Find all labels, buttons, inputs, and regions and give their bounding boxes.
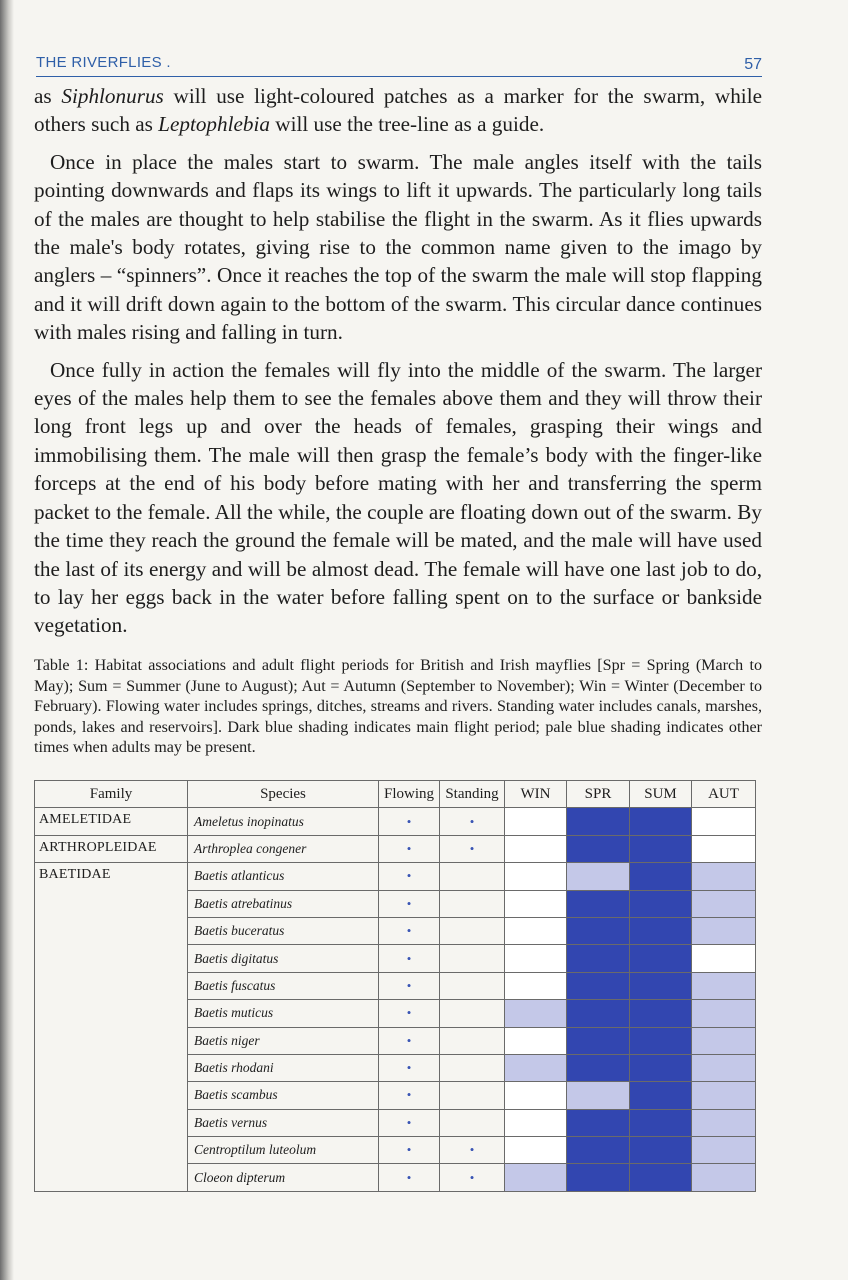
habitat-dot-icon: •: [406, 1142, 412, 1158]
spr-shade-cell: [567, 1109, 630, 1136]
flowing-cell: [379, 1137, 440, 1164]
flowing-cell: [379, 917, 440, 944]
col-win: WIN: [505, 781, 567, 808]
table-caption-text: Table 1: Habitat associations and adult flight periods for British and Irish mayflies [Spr = Spring (March to May); Sum = Summer (June to August); Aut = Autumn (September to November); Win = Winter (December to February). Flowing water includes springs, ditches, streams and rivers. Standing water includes canals, marshes, ponds, lakes and reservoirs]. Dark blue shading indicates main flight period; pale blue shading indicates other times when adults may be present.: [34, 657, 762, 757]
paragraph-2: Once in place the males start to swarm. The male angles itself with the tails pointing downwards and flaps its wings to lift it upwards. The particularly long tails of the males are thought to help stabilise the flight in the swarm. As it flies upwards the male's body rotates, giving rise to the common name given to the imago by anglers – “spinners”. Once it reaches the top of the swarm the male will stop flapping and it will drift down again to the bottom of the swarm. This circular dance continues with males rising and falling in turn.: [34, 149, 762, 345]
species-cell: Centroptilum luteolum: [188, 1137, 379, 1164]
family-cell: BAETIDAE: [35, 863, 188, 1192]
page-gutter-shadow: [0, 0, 14, 1280]
aut-shade-cell: [692, 808, 756, 835]
running-header: [36, 52, 762, 77]
sum-shade-cell: [630, 1027, 692, 1054]
genus-siphlonurus: Siphlonurus: [61, 84, 164, 108]
standing-cell: [440, 1027, 505, 1054]
sum-shade-cell: [630, 863, 692, 890]
sum-shade-cell: [630, 1000, 692, 1027]
spr-shade-cell: [567, 972, 630, 999]
species-cell: Baetis buceratus: [188, 917, 379, 944]
standing-cell: [440, 835, 505, 862]
spr-shade-cell: [567, 1137, 630, 1164]
species-cell: Baetis muticus: [188, 1000, 379, 1027]
table-body: [35, 808, 756, 1191]
species-cell: Baetis fuscatus: [188, 972, 379, 999]
win-shade-cell: [505, 835, 567, 862]
aut-shade-cell: [692, 1000, 756, 1027]
spr-shade-cell: [567, 1164, 630, 1191]
win-shade-cell: [505, 972, 567, 999]
win-shade-cell: [505, 1082, 567, 1109]
win-shade-cell: [505, 890, 567, 917]
win-shade-cell: [505, 945, 567, 972]
flowing-cell: [379, 835, 440, 862]
species-cell: Baetis vernus: [188, 1109, 379, 1136]
flowing-cell: [379, 1027, 440, 1054]
win-shade-cell: [505, 1000, 567, 1027]
habitat-dot-icon: •: [406, 1032, 412, 1048]
family-cell: AMELETIDAE: [35, 808, 188, 835]
spr-shade-cell: [567, 1054, 630, 1081]
habitat-dot-icon: •: [406, 950, 412, 966]
col-family: Family: [35, 781, 188, 808]
aut-shade-cell: [692, 1027, 756, 1054]
standing-cell: [440, 808, 505, 835]
sum-shade-cell: [630, 835, 692, 862]
paragraph-3: Once fully in action the females will fly into the middle of the swarm. The larger eyes of the males help them to see the females above them and they will throw their long front legs up and over the heads of females, grasping their wings and immobilising them. The male will then grasp the female’s body with the finger-like forceps at the end of his body before mating with her and transferring the sperm packet to the female. All the while, the couple are floating down out of the swarm. By the time they reach the ground the female will be mated, and the male will have used the last of its energy and will be almost dead. The female will have one last job to do, to lay her eggs back in the water before falling spent on to the surface or bankside vegetation.: [34, 357, 762, 638]
aut-shade-cell: [692, 917, 756, 944]
habitat-dot-icon: •: [406, 895, 412, 911]
sum-shade-cell: [630, 808, 692, 835]
sum-shade-cell: [630, 972, 692, 999]
spr-shade-cell: [567, 863, 630, 890]
sum-shade-cell: [630, 1164, 692, 1191]
running-title: THE RIVERFLIES .: [36, 54, 171, 71]
flowing-cell: [379, 1082, 440, 1109]
standing-cell: [440, 1137, 505, 1164]
standing-cell: [440, 1054, 505, 1081]
aut-shade-cell: [692, 945, 756, 972]
sum-shade-cell: [630, 1109, 692, 1136]
aut-shade-cell: [692, 1109, 756, 1136]
win-shade-cell: [505, 1164, 567, 1191]
standing-cell: [440, 972, 505, 999]
genus-leptophlebia: Leptophlebia: [158, 112, 270, 137]
habitat-dot-icon: •: [406, 813, 412, 829]
table-header-row: [35, 781, 756, 808]
standing-cell: [440, 917, 505, 944]
win-shade-cell: [505, 1027, 567, 1054]
habitat-dot-icon: •: [406, 923, 412, 939]
sum-shade-cell: [630, 1054, 692, 1081]
table-row: [35, 808, 756, 835]
flowing-cell: [379, 890, 440, 917]
family-cell: ARTHROPLEIDAE: [35, 835, 188, 862]
sum-shade-cell: [630, 890, 692, 917]
paragraph-1: as Siphlonurus will use light-coloured patches as a marker for the swarm, while others such as Leptophlebia will use the tree-line as a guide.: [34, 84, 762, 137]
flowing-cell: [379, 808, 440, 835]
habitat-dot-icon: •: [406, 1114, 412, 1130]
aut-shade-cell: [692, 1137, 756, 1164]
sum-shade-cell: [630, 1082, 692, 1109]
standing-cell: [440, 863, 505, 890]
species-cell: Baetis rhodani: [188, 1054, 379, 1081]
aut-shade-cell: [692, 972, 756, 999]
spr-shade-cell: [567, 1082, 630, 1109]
habitat-dot-icon: •: [406, 1087, 412, 1103]
aut-shade-cell: [692, 1054, 756, 1081]
spr-shade-cell: [567, 945, 630, 972]
habitat-dot-icon: •: [406, 840, 412, 856]
spr-shade-cell: [567, 835, 630, 862]
standing-cell: [440, 1082, 505, 1109]
flowing-cell: [379, 863, 440, 890]
col-spr: SPR: [567, 781, 630, 808]
sum-shade-cell: [630, 917, 692, 944]
species-cell: Baetis digitatus: [188, 945, 379, 972]
aut-shade-cell: [692, 890, 756, 917]
win-shade-cell: [505, 917, 567, 944]
flowing-cell: [379, 1164, 440, 1191]
habitat-dot-icon: •: [406, 977, 412, 993]
page-number: 57: [744, 56, 762, 73]
col-aut: AUT: [692, 781, 756, 808]
species-cell: Ameletus inopinatus: [188, 808, 379, 835]
spr-shade-cell: [567, 890, 630, 917]
sum-shade-cell: [630, 945, 692, 972]
spr-shade-cell: [567, 1027, 630, 1054]
win-shade-cell: [505, 1109, 567, 1136]
habitat-dot-icon: •: [469, 1142, 475, 1158]
standing-cell: [440, 1164, 505, 1191]
spr-shade-cell: [567, 917, 630, 944]
flight-period-table: [34, 780, 756, 1192]
habitat-dot-icon: •: [469, 840, 475, 856]
win-shade-cell: [505, 1137, 567, 1164]
flowing-cell: [379, 1054, 440, 1081]
standing-cell: [440, 1109, 505, 1136]
flowing-cell: [379, 945, 440, 972]
col-species: Species: [188, 781, 379, 808]
col-standing: Standing: [440, 781, 505, 808]
species-cell: Baetis atlanticus: [188, 863, 379, 890]
sum-shade-cell: [630, 1137, 692, 1164]
aut-shade-cell: [692, 1082, 756, 1109]
species-cell: Baetis scambus: [188, 1082, 379, 1109]
aut-shade-cell: [692, 863, 756, 890]
spr-shade-cell: [567, 1000, 630, 1027]
habitat-dot-icon: •: [469, 1169, 475, 1185]
spr-shade-cell: [567, 808, 630, 835]
species-cell: Arthroplea congener: [188, 835, 379, 862]
win-shade-cell: [505, 1054, 567, 1081]
flowing-cell: [379, 1109, 440, 1136]
habitat-dot-icon: •: [469, 813, 475, 829]
species-cell: Baetis niger: [188, 1027, 379, 1054]
aut-shade-cell: [692, 835, 756, 862]
habitat-dot-icon: •: [406, 1060, 412, 1076]
table-row: [35, 835, 756, 862]
species-cell: Baetis atrebatinus: [188, 890, 379, 917]
flowing-cell: [379, 972, 440, 999]
habitat-dot-icon: •: [406, 868, 412, 884]
table-caption: [34, 656, 762, 759]
col-sum: SUM: [630, 781, 692, 808]
habitat-dot-icon: •: [406, 1169, 412, 1185]
flowing-cell: [379, 1000, 440, 1027]
col-flowing: Flowing: [379, 781, 440, 808]
species-cell: Cloeon dipterum: [188, 1164, 379, 1191]
body-text: [34, 82, 762, 649]
win-shade-cell: [505, 863, 567, 890]
table-row: [35, 863, 756, 890]
habitat-dot-icon: •: [406, 1005, 412, 1021]
standing-cell: [440, 1000, 505, 1027]
win-shade-cell: [505, 808, 567, 835]
standing-cell: [440, 945, 505, 972]
aut-shade-cell: [692, 1164, 756, 1191]
standing-cell: [440, 890, 505, 917]
